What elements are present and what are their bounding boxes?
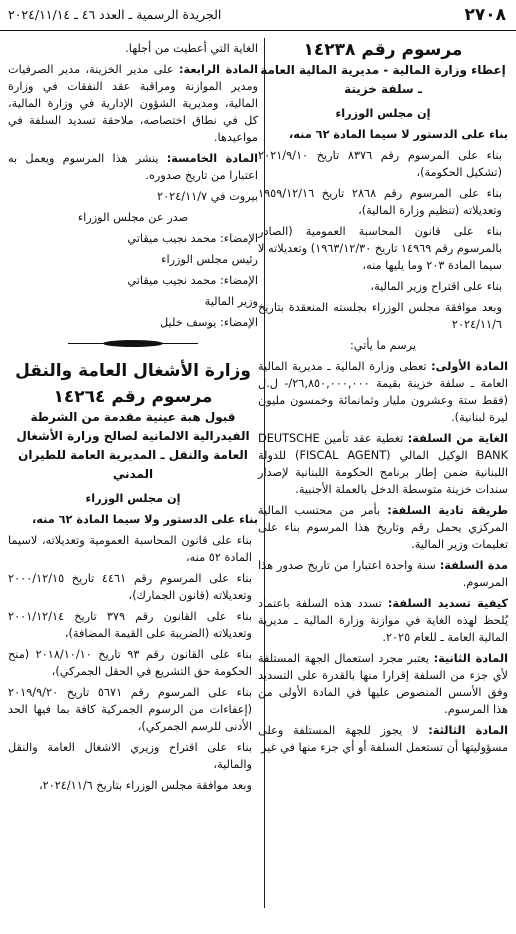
article-label: مدة السلفة: — [439, 559, 509, 572]
article — [258, 650, 508, 718]
left-column — [8, 40, 258, 798]
recital: بناء على المرسوم رقم ٨٣٧٦ تاريخ ٢٠٢١/٩/١٠ (تشكيل الحكومة)، — [258, 149, 502, 179]
signatory-title: وزير المالية — [204, 295, 258, 308]
article-label: المادة الخامسة: — [166, 152, 258, 165]
recital: بناء على اقتراح وزيري الاشغال العامة والنقل والمالية، — [8, 741, 252, 771]
right-column — [258, 40, 508, 760]
article — [258, 595, 508, 646]
page-number: ٢٧٠٨ — [464, 5, 506, 25]
article-label: الغاية من السلفة: — [407, 432, 508, 445]
article-label: المادة الثالثة: — [428, 724, 508, 737]
place-date: بيروت في ٢٠٢٤/١١/٧ — [157, 190, 258, 203]
decree-subtitle: قبول هبة عينية مقدمة من الشرطة الفيدرالية الالمانية لصالح وزارة الأشغال العامة والنقل ـ المديرية العامة للطيران المدني — [16, 410, 250, 481]
recital: بناء على قانون المحاسبة العمومية (الصادر بالمرسوم رقم ١٤٩٦٩ تاريخ ١٩٦٣/١٢/٣٠) وتعديلاته لا سيما المادة ٢٠٣ وما يليها منه، — [258, 225, 502, 272]
constitution-clause: بناء على الدستور لا سيما المادة ٦٢ منه، — [288, 128, 508, 141]
article-text: تسدد هذه السلفة باعتماد يُلحظ لهذه الغاية في موازنة وزارة المالية ـ مديرية المالية العامة ـ للعام ٢٠٢٥. — [258, 597, 508, 644]
article — [258, 502, 508, 553]
council-heading: إن مجلس الوزراء — [335, 107, 431, 120]
article — [258, 722, 508, 756]
continued-text: الغاية التي أعطيت من أجلها. — [125, 42, 258, 55]
ministry-heading: وزارة الأشغال العامة والنقل — [15, 361, 251, 381]
recital: بناء على المرسوم رقم ٢٨٦٨ تاريخ ١٩٥٩/١٢/١٦ وتعديلاته (تنظيم وزارة المالية)، — [258, 187, 502, 217]
council-heading: إن مجلس الوزراء — [85, 492, 181, 505]
article-text: تعطى وزارة المالية ـ مديرية المالية العامة ـ سلفة خزينة بقيمة ٢٦,٨٥٠,٠٠٠,٠٠٠/- ل.ل (فقط ستة وعشرون مليار وثمانمائة وخمسون مليون ليرة لبنانية). — [258, 360, 508, 424]
article-label: المادة الثانية: — [433, 652, 508, 665]
article — [8, 61, 258, 146]
constitution-clause: بناء على الدستور ولا سيما المادة ٦٢ منه، — [31, 513, 258, 526]
section-divider — [8, 337, 258, 351]
decree-title: مرسوم رقم ١٤٢٦٤ — [53, 387, 213, 407]
article-text: ينشر هذا المرسوم ويعمل به اعتبارا من تاريخ صدوره. — [8, 152, 258, 182]
recital: وبعد موافقة مجلس الوزراء بتاريخ ٢٠٢٤/١١/٦، — [38, 779, 252, 792]
article — [258, 557, 508, 591]
recital: وبعد موافقة مجلس الوزراء بجلسته المنعقدة بتاريخ ٢٠٢٤/١١/٦ — [258, 301, 502, 331]
signature: الإمضاء: محمد نجيب ميقاتي — [127, 232, 258, 245]
signature: الإمضاء: محمد نجيب ميقاتي — [127, 274, 258, 287]
signature: الإمضاء: يوسف خليل — [160, 316, 258, 329]
recital: بناء على القانون رقم ٩٣ تاريخ ٢٠١٨/١٠/١٠ (منح الحكومة حق التشريع في الحقل الجمركي)، — [8, 648, 252, 678]
article-label: كيفية تسديد السلفة: — [387, 597, 508, 610]
signatory-title: رئيس مجلس الوزراء — [161, 253, 258, 266]
article-text: سنة واحدة اعتبارا من تاريخ صدور هذا المرسوم. — [258, 559, 508, 589]
article-label: طريقة تادية السلفة: — [387, 504, 508, 517]
recital: بناء على قانون المحاسبة العمومية وتعديلاته، لاسيما المادة ٥٢ منه، — [8, 534, 252, 564]
issued-by: صدر عن مجلس الوزراء — [77, 211, 189, 224]
recital: بناء على القانون رقم ٣٧٩ تاريخ ٢٠٠١/١٢/١٤ وتعديلاته (الضريبة على القيمة المضافة)، — [8, 610, 252, 640]
decrees-line: يرسم ما يأتي: — [350, 339, 416, 352]
page-header — [0, 0, 516, 31]
article-label: المادة الأولى: — [431, 360, 508, 373]
article-text: بأمر من محتسب المالية المركزي يحمل رقم وتاريخ هذا المرسوم بناء على تعليمات وزير المالية. — [258, 504, 508, 551]
recital: بناء على اقتراح وزير المالية، — [370, 280, 502, 293]
article-text: تغطية عقد تأمين DEUTSCHE BANK الوكيل المالي (FISCAL AGENT) للدولة اللبنانية ضمن إطار برنامج الحكومة اللبنانية لإصدار سندات خزينة متوسطة الدخل بالعملة الأجنبية. — [258, 432, 508, 496]
gazette-title: الجريدة الرسمية ـ العدد ٤٦ ـ ٢٠٢٤/١١/١٤ — [8, 7, 222, 22]
article — [8, 150, 258, 184]
article — [258, 430, 508, 498]
decree-title: مرسوم رقم ١٤٢٣٨ — [303, 40, 463, 60]
decree-subtitle: إعطاء وزارة المالية - مديرية المالية العامة ـ سلفة خزينة — [260, 63, 506, 96]
recital: بناء على المرسوم رقم ٥٦٧١ تاريخ ٢٠١٩/٩/٢٠ (إعفاءات من الرسوم الجمركية كافة بما فيها الحد الأدنى للرسم الجمركي)، — [8, 686, 252, 733]
article — [258, 358, 508, 426]
recital: بناء على المرسوم رقم ٤٤٦١ تاريخ ٢٠٠٠/١٢/١٥ وتعديلاته (قانون الجمارك)، — [8, 572, 252, 602]
article-label: المادة الرابعة: — [178, 63, 258, 76]
article-text: على مدير الخزينة، مدير الصرفيات ومدير الموازنة ومراقبة عقد النفقات في وزارة المالية، ومديرية الشؤون الإدارية في وزارة المالية، كل في نطاق اختصاصه، ملاحقة تسديد السلفة في مواعيدها. — [8, 63, 258, 144]
article-text: لا يجوز للجهة المستلفة وعلى مسؤوليتها أن تستعمل السلفة أو أي جزء منها في غير — [258, 724, 508, 754]
article-text: يعتبر مجرد استعمال الجهة المستلفة لأي جزء من السلفة إقرارا منها بالقدرة على التسديد وفق الأسس المنصوص عليها في المادة الأولى من هذا المرسوم. — [258, 652, 508, 716]
